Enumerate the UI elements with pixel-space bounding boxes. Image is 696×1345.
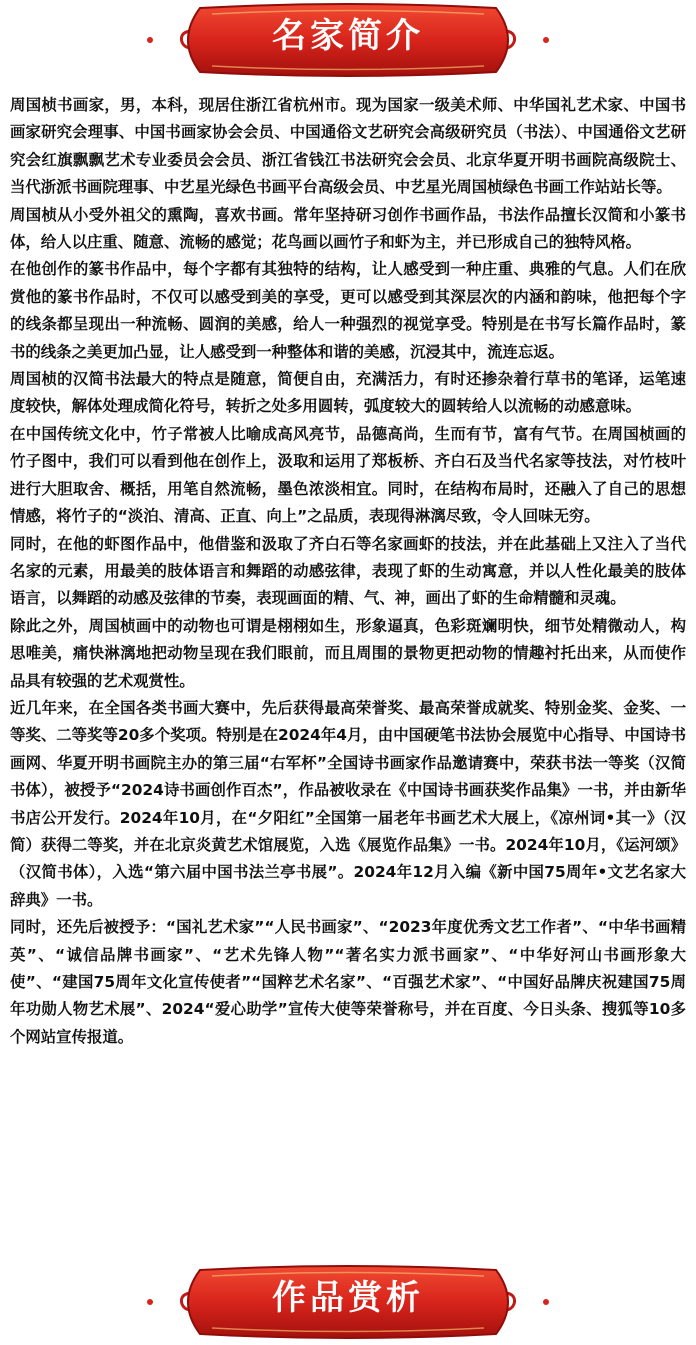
bio-paragraph: 周国桢从小受外祖父的熏陶，喜欢书画。常年坚持研习创作书画作品，书法作品擅长汉简和小篆书体，给人以庄重、随意、流畅的感觉；花鸟画以画竹子和虾为主，并已形成自己的独特风格。 [10, 205, 686, 252]
section-banner-works [0, 1262, 696, 1342]
section-banner-intro [0, 0, 696, 80]
bio-paragraph: 同时，在他的虾图作品中，他借鉴和汲取了齐白石等名家画虾的技法，并在此基础上又注入了当代名家的元素，用最美的肢体语言和舞蹈的动感弦律，表现了虾的生动寓意，并以人性化最美的肢体语言，以舞蹈的动感及弦律的节奏，表现画面的精、气、神，画出了虾的生命精髓和灵魂。 [10, 534, 686, 608]
bio-paragraph: 周国桢的汉简书法最大的特点是随意，简便自由，充满活力，有时还掺杂着行草书的笔译，运笔速度较快，解体处理成简化符号，转折之处多用圆转，弧度较大的圆转给人以流畅的动感意味。 [10, 370, 686, 416]
bio-paragraph: 近几年来，在全国各类书画大赛中，先后获得最高荣誉奖、最高荣誉成就奖、特别金奖、金奖、一等奖、二等奖等20多个奖项。特别是在2024年4月，由中国硬笔书法协会展览中心指导、中国诗书画网、华夏开明书画院主办的第三届“右军杯”全国诗书画家作品邀请赛中，荣获书法一等奖（汉简书体），被授予“2024诗书画创作百杰”，作品被收录在《中国诗书画获奖作品集》一书，并由新华书店公开发行。2024年10月，在“夕阳红”全国第一届老年书画艺术大展上，《凉州词•其一》（汉简）获得二等奖，并在北京炎黄艺术馆展览，入选《展览作品集》一书。2024年10月，《运河颂》（汉简书体），入选“第六届中国书法兰亭书展”。2024年12月入编《新中国75周年•文艺名家大辞典》一书。 [10, 698, 686, 909]
bio-paragraph: 周国桢书画家，男，本科，现居住浙江省杭州市。现为国家一级美术师、中华国礼艺术家、中国书画家研究会理事、中国书画家协会会员、中国通俗文艺研究会高级研究员（书法）、中国通俗文艺研究会红旗飘飘艺术专业委员会会员、浙江省钱江书法研究会会员、北京华夏开明书画院高级院士、当代浙派书画院理事、中艺星光绿色书画平台高级会员、中艺星光周国桢绿色书画工作站站长等。 [10, 96, 686, 197]
section-title-works: 作品赏析 [272, 1278, 424, 1318]
biography-text [10, 92, 686, 1051]
bio-paragraph: 同时，还先后被授予：“国礼艺术家”“人民书画家”、“2023年度优秀文艺工作者”、“中华书画精英”、“诚信品牌书画家”、“艺术先锋人物”“著名实力派书画家”、“中华好河山书画形象大使”、“建国75周年文化宣传使者”“国粹艺术名家”、“百强艺术家”、“中国好品牌庆祝建国75周年功勋人物艺术展”、2024“爱心助学”宣传大使等荣誉称号，并在百度、今日头条、搜狐等10多个网站宣传报道。 [10, 918, 686, 1046]
bio-paragraph: 在中国传统文化中，竹子常被人比喻成高风亮节，品德高尚，生而有节，富有气节。在周国桢画的竹子图中，我们可以看到他在创作上，汲取和运用了郑板桥、齐白石及当代名家等技法，对竹枝叶进行大胆取舍、概括，用笔自然流畅，墨色浓淡相宜。同时，在结构布局时，还融入了自己的思想情感，将竹子的“淡泊、清高、正直、向上”之品质，表现得淋漓尽致，令人回味无穷。 [10, 424, 686, 526]
bio-paragraph: 在他创作的篆书作品中，每个字都有其独特的结构，让人感受到一种庄重、典雅的气息。人们在欣赏他的篆书作品时，不仅可以感受到美的享受，更可以感受到其深层次的内涵和韵味，他把每个字的线条都呈现出一种流畅、圆润的美感，给人一种强烈的视觉享受。特别是在书写长篇作品时，篆书的线条之美更加凸显，让人感受到一种整体和谐的美感，沉浸其中，流连忘返。 [10, 260, 686, 361]
page-title: 名家简介 [272, 16, 424, 56]
bio-paragraph: 除此之外，周国桢画中的动物也可谓是栩栩如生，形象逼真，色彩斑斓明快，细节处精微动人，构思唯美，痛快淋漓地把动物呈现在我们眼前，而且周围的景物更把动物的情趣衬托出来，从而使作品具有较强的艺术观赏性。 [10, 616, 686, 690]
